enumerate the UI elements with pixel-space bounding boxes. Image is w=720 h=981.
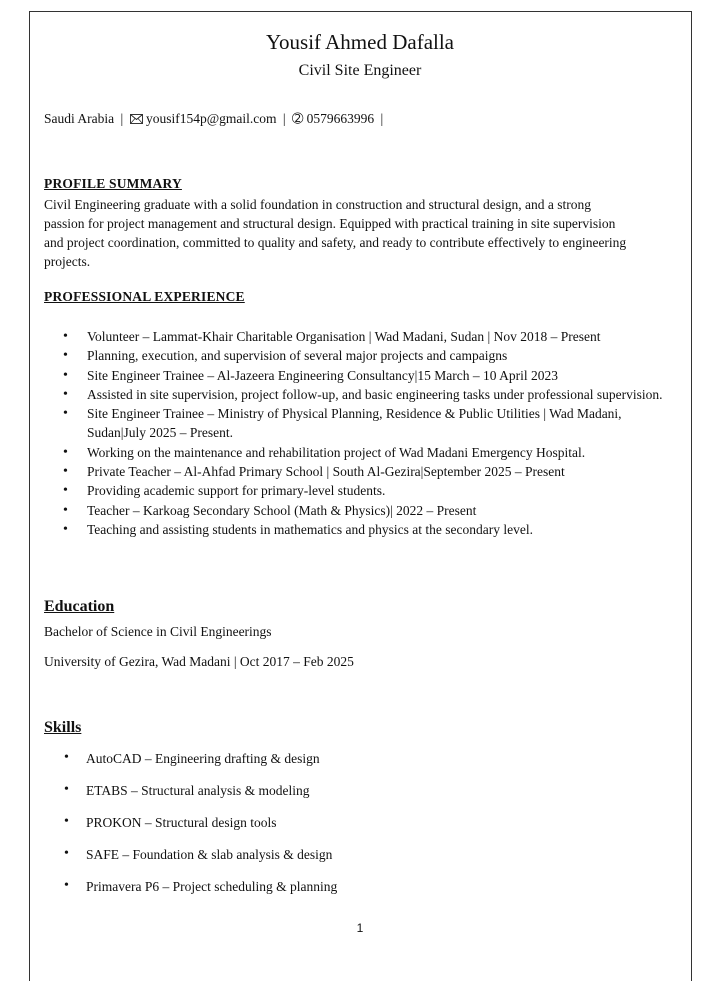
profile-line: passion for project management and structural design. Equipped with practical training in site supervision: [44, 216, 616, 231]
candidate-name: Yousif Ahmed Dafalla: [265, 30, 454, 54]
education-degree: Bachelor of Science in Civil Engineerings: [44, 624, 272, 639]
bullet: •: [64, 878, 69, 893]
experience-heading: PROFESSIONAL EXPERIENCE: [44, 289, 245, 304]
profile-heading: PROFILE SUMMARY: [44, 176, 182, 191]
list-item: • Providing academic support for primary-level students.: [44, 481, 674, 500]
list-item: • Teacher – Karkoag Secondary School (Math & Physics)| 2022 – Present: [44, 501, 674, 520]
job-title: Civil Site Engineer: [298, 62, 422, 79]
profile-line: and project coordination, committed to quality and safety, and ready to contribute effectively to engineering: [44, 235, 627, 250]
separator: |: [120, 111, 124, 126]
separator: |: [380, 111, 384, 126]
phone[interactable]: 0579663996: [306, 111, 375, 126]
separator: |: [282, 111, 286, 126]
list-item: • Assisted in site supervision, project follow-up, and basic engineering tasks under professional supervision.: [44, 385, 674, 404]
list-item: • Site Engineer Trainee – Ministry of Physical Planning, Residence & Public Utilities | Wad Madani, Sudan|July 2025 – Present.: [44, 404, 674, 443]
education-institution: University of Gezira, Wad Madani | Oct 2017 – Feb 2025: [44, 654, 354, 669]
profile-line: Civil Engineering graduate with a solid foundation in construction and structural design, and a strong: [44, 197, 592, 212]
list-item: • Teaching and assisting students in mathematics and physics at the secondary level.: [44, 520, 674, 539]
bullet: •: [64, 782, 69, 797]
bullet: •: [64, 846, 69, 861]
page-number: 1: [356, 921, 364, 935]
profile-summary: [44, 195, 684, 271]
skill-item: PROKON – Structural design tools: [86, 815, 277, 830]
bullet: •: [64, 750, 69, 765]
contact-line: [44, 111, 386, 127]
list-item: • Volunteer – Lammat-Khair Charitable Organisation | Wad Madani, Sudan | Nov 2018 – Present: [44, 327, 674, 346]
skill-item: ETABS – Structural analysis & modeling: [86, 783, 310, 798]
profile-line: projects.: [44, 254, 91, 269]
bullet: •: [64, 814, 69, 829]
phone-icon: ➁: [291, 111, 304, 126]
location: Saudi Arabia: [44, 111, 115, 126]
education-heading: Education: [44, 598, 115, 615]
envelope-icon: [130, 111, 143, 127]
list-item: • Planning, execution, and supervision of several major projects and campaigns: [44, 346, 674, 365]
skill-item: AutoCAD – Engineering drafting & design: [86, 751, 320, 766]
email[interactable]: yousif154p@gmail.com: [145, 111, 277, 126]
list-item: • Site Engineer Trainee – Al-Jazeera Engineering Consultancy|15 March – 10 April 2023: [44, 366, 674, 385]
skill-item: SAFE – Foundation & slab analysis & design: [86, 847, 333, 862]
list-item: • Working on the maintenance and rehabilitation project of Wad Madani Emergency Hospital.: [44, 443, 674, 462]
list-item: • Private Teacher – Al-Ahfad Primary School | South Al-Gezira|September 2025 – Present: [44, 462, 674, 481]
experience-list: [44, 327, 674, 539]
skills-heading: Skills: [44, 719, 82, 736]
skill-item: Primavera P6 – Project scheduling & planning: [86, 879, 338, 894]
